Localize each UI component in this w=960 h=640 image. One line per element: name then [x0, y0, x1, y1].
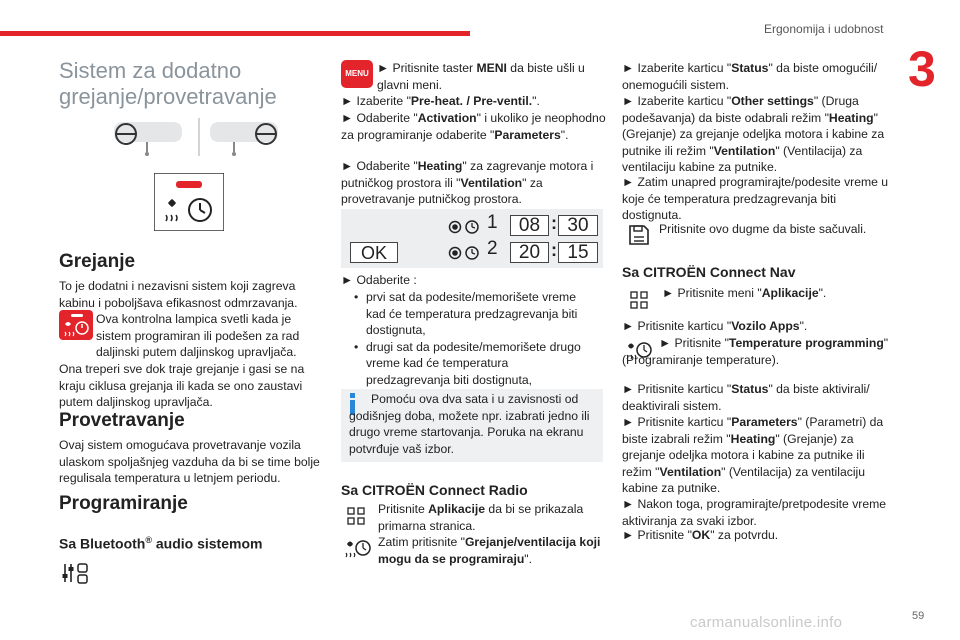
- heater-program-icon: [154, 173, 224, 231]
- heater-warning-lamp-icon: [59, 310, 93, 340]
- heading-grejanje: Grejanje: [59, 251, 136, 272]
- info-text: Pomoću ova dva sata i u zavisnosti od godišnjeg doba, možete npr. izabrati jedno ili drugo vreme startovanja. Poruka na ekranu potvrđuje vaš izbor.: [349, 392, 590, 456]
- bluetooth-title-text: Sa Bluetooth: [59, 535, 146, 552]
- header-red-bar: [0, 31, 470, 36]
- timer-1-hours[interactable]: 08: [510, 215, 549, 236]
- nav-step-preset: ► Nakon toga, programirajte/pretpodesite vreme aktiviranja za svaki izbor.: [622, 497, 887, 528]
- nav-step-ok: ► Pritisnite "OK" za potvrdu.: [622, 528, 779, 542]
- timer-2-minutes[interactable]: 15: [558, 242, 598, 263]
- heating-paragraph-1: To je dodatni i nezavisni sistem koji zagreva kabinu i poboljšava efikasnost odmrzavanja.: [59, 279, 298, 310]
- timer-2-number: 2: [487, 238, 498, 259]
- nav-step-status: ► Pritisnite karticu "Status" da biste aktivirali/ deaktivirali sistem.: [622, 382, 870, 413]
- registered-mark: ®: [145, 535, 152, 545]
- step-heating: ► Odaberite "Heating" za zagrevanje motora i putničkog prostora ili "Ventilation" za provetravanje putničkog prostora.: [341, 159, 594, 207]
- heading-connect-radio: Sa CITROËN Connect Radio: [341, 482, 528, 498]
- ventilation-paragraph: Ovaj sistem omogućava provetravanje vozila ulaskom spoljašnjeg vazduha da bi se time bolje regulisala temperatura u letnjem periodu.: [59, 438, 320, 486]
- timer-1-minutes[interactable]: 30: [558, 215, 598, 236]
- steering-wheel-icon: [114, 116, 284, 160]
- apps-grid-icon-nav: [630, 291, 648, 309]
- timer-2-icons: [448, 244, 484, 262]
- clock-bullet-list: [341, 289, 591, 389]
- timer-1-icons: [448, 218, 484, 236]
- bullet-second-clock: • drugi sat da podesite/memorišete drugo vreme kad će temperatura predzagrevanja biti dostignuta,: [341, 339, 591, 389]
- bluetooth-title-rest: audio sistemom: [151, 535, 263, 552]
- main-title: Sistem za dodatno grejanje/provetravanje: [59, 58, 277, 109]
- nav-step-parameters: ► Pritisnite karticu "Parameters" (Parametri) da biste izabrali režim "Heating" (Grejanje) za grejanje odeljka motora i kabine za putnike ili režim "Ventilation" (Ventilacija) za ventilaciju kabine za putnike.: [622, 415, 884, 496]
- heating-paragraph-3: Ona treperi sve dok traje grejanje i gasi se na kraju ciklusa grejanja ili kada se ono zaustavi putem daljinskog upravljača.: [59, 362, 305, 410]
- step-other-settings: ► Izaberite karticu "Other settings" (Druga podešavanja) da biste odabrali režim "Heating" (Grejanje) za grejanje odeljka motora i kabine za putnike ili režim "Ventilation" (Ventilacija) za ventilaciju kabine za putnike.: [622, 94, 885, 175]
- watermark: carmanualsonline.info: [690, 614, 843, 631]
- nav-step-apps: ► Pritisnite meni "Aplikacije".: [662, 286, 827, 300]
- menu-button-icon: MENU: [341, 60, 373, 88]
- step-activation: ► Odaberite "Activation" i ukoliko je neophodno za programiranje odaberite "Parameters".: [341, 111, 606, 142]
- radio-step-heating: Zatim pritisnite "Grejanje/ventilacija koji mogu da se programiraju".: [378, 535, 601, 566]
- nav-step-vehicle: ► Pritisnite karticu "Vozilo Apps".: [622, 319, 808, 333]
- heading-provetravanje: Provetravanje: [59, 410, 185, 431]
- heating-paragraph-2a: [96, 311, 321, 361]
- section-title: Ergonomija i udobnost: [764, 22, 884, 36]
- heading-connect-nav: Sa CITROËN Connect Nav: [622, 264, 796, 280]
- heading-bluetooth: [59, 532, 262, 552]
- ok-button[interactable]: OK: [350, 242, 398, 263]
- bullet-first-clock: • prvi sat da podesite/memorišete vreme kad će temperatura predzagrevanja biti dostignuta,: [341, 289, 591, 339]
- timer-2-colon: :: [551, 240, 557, 260]
- step-select-clock: ► Odaberite :: [341, 273, 417, 287]
- info-box: [341, 389, 603, 462]
- page-number: 59: [912, 610, 925, 622]
- save-icon: [628, 224, 650, 246]
- heading-programiranje: Programiranje: [59, 493, 188, 514]
- chapter-number: 3: [908, 41, 936, 97]
- save-text: Pritisnite ovo dugme da biste sačuvali.: [659, 222, 867, 236]
- step-status: ► Izaberite karticu "Status" da biste omogućili/ onemogućili sistem.: [622, 61, 878, 92]
- step-menu: ► Pritisnite taster MENI da biste ušli u glavni meni.: [377, 61, 585, 92]
- step-select-preheat: ► Izaberite "Pre-heat. / Pre-ventil.".: [341, 94, 540, 108]
- radio-step-apps: Pritisnite Aplikacije da bi se prikazala primarna stranica.: [378, 502, 584, 533]
- heating-lamp-text: Ova kontrolna lampica svetli kada je sistem programiran ili podešen za rad daljinski putem daljinskog upravljača.: [96, 312, 300, 360]
- heater-program-small-icon: [342, 535, 372, 559]
- timer-display: [341, 209, 603, 268]
- step-preprogram: ► Zatim unapred programirajte/podesite vreme u koje će temperatura predzagrevanja biti dostignuta.: [622, 175, 889, 223]
- timer-1-colon: :: [551, 213, 557, 233]
- apps-grid-icon: [347, 507, 365, 525]
- timer-2-hours[interactable]: 20: [510, 242, 549, 263]
- nav-step-temperature: ► Pritisnite "Temperature programming" (Programiranje temperature).: [622, 336, 889, 367]
- sliders-settings-icon: [61, 562, 89, 584]
- timer-1-number: 1: [487, 212, 498, 233]
